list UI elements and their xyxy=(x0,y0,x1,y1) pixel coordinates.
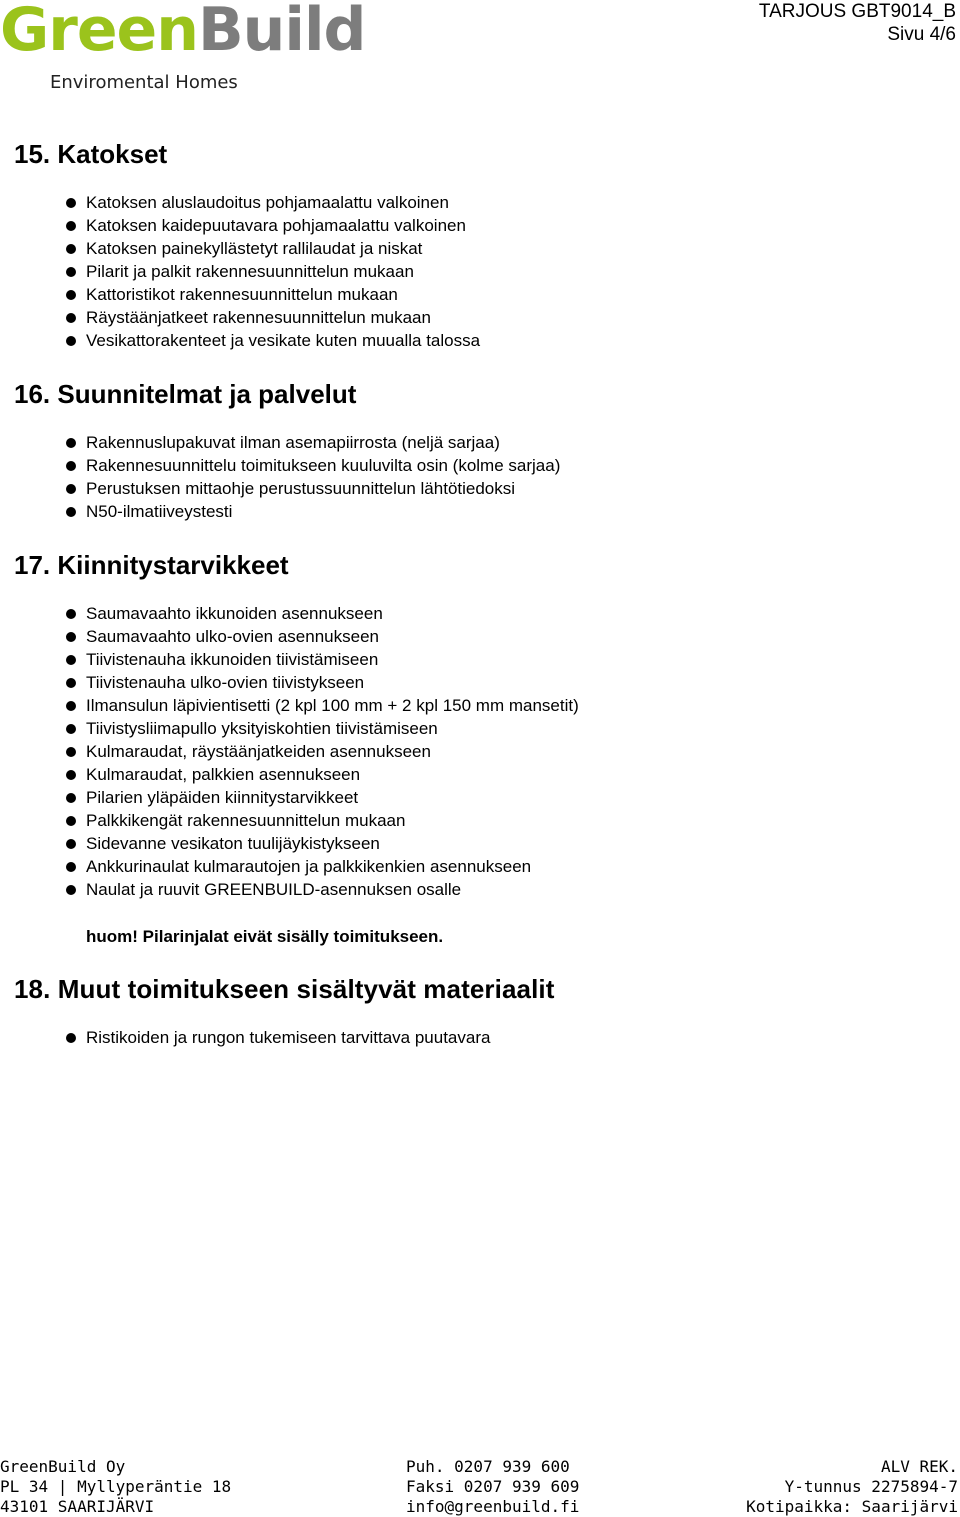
list-item-text: Tiivistysliimapullo yksityiskohtien tiivistämiseen xyxy=(86,719,438,738)
bullet-icon xyxy=(66,221,76,231)
bullet-icon xyxy=(66,862,76,872)
list-item xyxy=(0,694,579,717)
bullet-icon xyxy=(66,609,76,619)
footer-line: 43101 SAARIJÄRVI xyxy=(0,1497,155,1516)
list-item xyxy=(0,809,579,832)
list-item-text: Tiivistenauha ikkunoiden tiivistämiseen xyxy=(86,650,379,669)
bullet-icon xyxy=(66,885,76,895)
list-item-text: Kulmaraudat, räystäänjatkeiden asennukseen xyxy=(86,742,431,761)
footer-registration xyxy=(746,1457,958,1517)
list-item-text: Katoksen aluslaudoitus pohjamaalattu valkoinen xyxy=(86,193,449,212)
list-item xyxy=(0,214,480,237)
logo-text-green: Green xyxy=(0,0,198,65)
list-item xyxy=(0,878,579,901)
bullet-icon xyxy=(66,793,76,803)
list-item xyxy=(0,283,480,306)
footer-email: info@greenbuild.fi xyxy=(406,1497,580,1516)
bullet-icon xyxy=(66,770,76,780)
footer-contact xyxy=(406,1457,579,1517)
list-item-text: Saumavaahto ikkunoiden asennukseen xyxy=(86,604,383,623)
bullet-icon xyxy=(66,816,76,826)
list-item xyxy=(0,260,480,283)
section-16-list xyxy=(0,431,560,523)
list-item xyxy=(0,648,579,671)
list-item-text: Kulmaraudat, palkkien asennukseen xyxy=(86,765,361,784)
list-item xyxy=(0,671,579,694)
section-title-17: 17. Kiinnitystarvikkeet xyxy=(14,550,289,580)
list-item-text: Ankkurinaulat kulmarautojen ja palkkikenkien asennukseen xyxy=(86,857,532,876)
document-code: TARJOUS GBT9014_B xyxy=(758,1,956,22)
list-item xyxy=(0,740,579,763)
list-item-text: Vesikattorakenteet ja vesikate kuten muualla talossa xyxy=(86,331,481,350)
list-item xyxy=(0,454,560,477)
bullet-icon xyxy=(66,678,76,688)
list-item xyxy=(0,477,560,500)
section-17-list xyxy=(0,602,579,901)
list-item xyxy=(0,786,579,809)
bullet-icon xyxy=(66,632,76,642)
list-item xyxy=(0,625,579,648)
list-item-text: Ristikoiden ja rungon tukemiseen tarvittava puutavara xyxy=(86,1028,491,1047)
list-item xyxy=(0,237,480,260)
list-item xyxy=(0,717,579,740)
footer-line: PL 34 | Myllyperäntie 18 xyxy=(0,1477,232,1496)
logo-wordmark xyxy=(0,0,365,66)
bullet-icon xyxy=(66,267,76,277)
greenbuild-logo xyxy=(0,0,366,100)
bullet-icon xyxy=(66,655,76,665)
list-item-text: Naulat ja ruuvit GREENBUILD-asennuksen osalle xyxy=(86,880,462,899)
list-item xyxy=(0,602,579,625)
list-item-text: Palkkikengät rakennesuunnittelun mukaan xyxy=(86,811,406,830)
bullet-icon xyxy=(66,438,76,448)
list-item-text: Pilarit ja palkit rakennesuunnittelun mukaan xyxy=(86,262,414,281)
list-item xyxy=(0,1026,490,1049)
section-title-15: 15. Katokset xyxy=(14,139,168,169)
list-item-text: Rakennuslupakuvat ilman asemapiirrosta (neljä sarjaa) xyxy=(86,433,500,452)
bullet-icon xyxy=(66,701,76,711)
footer-line: ALV REK. xyxy=(880,1457,958,1476)
section-title-18: 18. Muut toimitukseen sisältyvät materiaalit xyxy=(14,974,555,1004)
footer-company-address xyxy=(0,1457,231,1517)
footer-line: Kotipaikka: Saarijärvi xyxy=(746,1497,958,1516)
page-number: Sivu 4/6 xyxy=(887,24,956,45)
list-item xyxy=(0,855,579,878)
list-item-text: N50-ilmatiiveystesti xyxy=(86,502,233,521)
section-15-list xyxy=(0,191,480,352)
list-item xyxy=(0,306,480,329)
section-18-list xyxy=(0,1026,490,1049)
footer-line: GreenBuild Oy xyxy=(0,1457,126,1476)
list-item xyxy=(0,329,480,352)
bullet-icon xyxy=(66,336,76,346)
list-item xyxy=(0,191,480,214)
list-item xyxy=(0,763,579,786)
footer-fax: Faksi 0207 939 609 xyxy=(406,1477,580,1496)
bullet-icon xyxy=(66,839,76,849)
bullet-icon xyxy=(66,747,76,757)
list-item-text: Katoksen painekyllästetyt rallilaudat ja niskat xyxy=(86,239,423,258)
footer-phone: Puh. 0207 939 600 xyxy=(406,1457,570,1476)
bullet-icon xyxy=(66,244,76,254)
list-item-text: Pilarien yläpäiden kiinnitystarvikkeet xyxy=(86,788,359,807)
list-item xyxy=(0,431,560,454)
list-item-text: Saumavaahto ulko-ovien asennukseen xyxy=(86,627,379,646)
document-header xyxy=(759,0,956,46)
bullet-icon xyxy=(66,198,76,208)
list-item-text: Katoksen kaidepuutavara pohjamaalattu valkoinen xyxy=(86,216,466,235)
footer-line: Y-tunnus 2275894-7 xyxy=(784,1477,958,1496)
list-item-text: Räystäänjatkeet rakennesuunnittelun mukaan xyxy=(86,308,431,327)
list-item-text: Kattoristikot rakennesuunnittelun mukaan xyxy=(86,285,398,304)
list-item-text: Sidevanne vesikaton tuulijäykistykseen xyxy=(86,834,380,853)
list-item-text: Perustuksen mittaohje perustussuunnittelun lähtötiedoksi xyxy=(86,479,516,498)
section-title-16: 16. Suunnitelmat ja palvelut xyxy=(14,379,357,409)
bullet-icon xyxy=(66,484,76,494)
list-item xyxy=(0,832,579,855)
list-item-text: Rakennesuunnittelu toimitukseen kuuluvilta osin (kolme sarjaa) xyxy=(86,456,561,475)
bullet-icon xyxy=(66,313,76,323)
bullet-icon xyxy=(66,507,76,517)
section-17-note: huom! Pilarinjalat eivät sisälly toimitukseen. xyxy=(86,927,444,946)
bullet-icon xyxy=(66,724,76,734)
bullet-icon xyxy=(66,290,76,300)
bullet-icon xyxy=(66,461,76,471)
bullet-icon xyxy=(66,1033,76,1043)
list-item xyxy=(0,500,560,523)
logo-text-gray: Build xyxy=(197,0,366,65)
list-item-text: Ilmansulun läpivientisetti (2 kpl 100 mm + 2 kpl 150 mm mansetit) xyxy=(86,696,579,715)
page-footer xyxy=(0,1457,958,1517)
list-item-text: Tiivistenauha ulko-ovien tiivistykseen xyxy=(86,673,365,692)
logo-tagline: Enviromental Homes xyxy=(50,72,238,93)
